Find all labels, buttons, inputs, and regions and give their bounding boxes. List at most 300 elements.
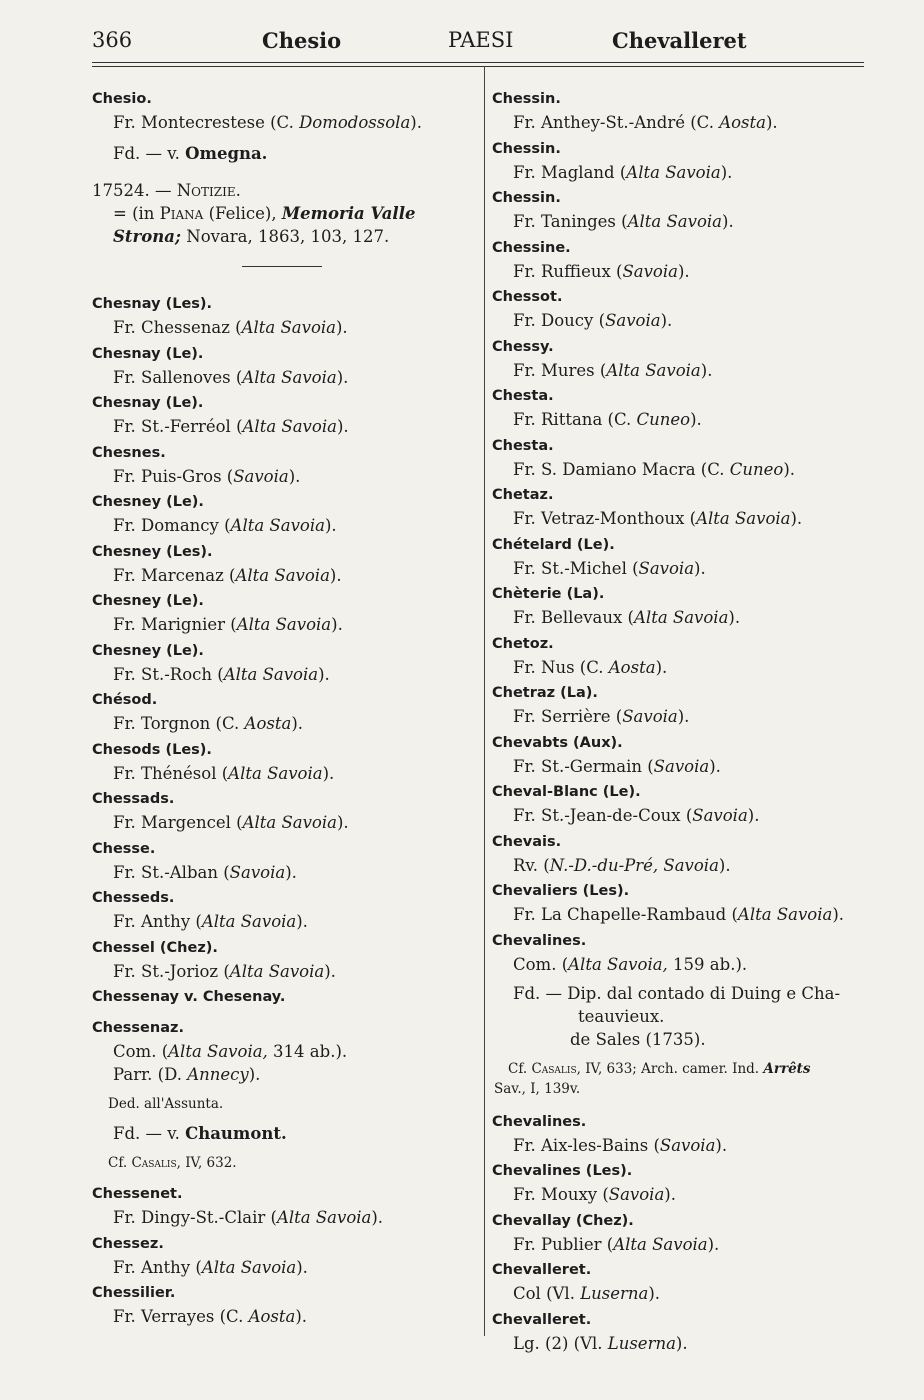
dictionary-entry: [492, 1259, 872, 1305]
entry-line: [492, 854, 872, 877]
entry-text: ).: [410, 113, 422, 132]
entry-head: Chetraz (La).: [492, 685, 598, 701]
entry-head: Chessel (Chez).: [92, 939, 218, 956]
dictionary-entry: [492, 1210, 872, 1256]
header-section-title: PAESI: [448, 28, 514, 52]
entry-text: Fr. Magland (: [513, 162, 627, 182]
entry-text: Fr. Serrière (: [513, 707, 623, 726]
header-left-keyword: Chesio: [262, 28, 342, 53]
entry-head: Chesnes.: [92, 444, 166, 461]
dictionary-entry: [492, 781, 872, 827]
citation-text: Cf.: [108, 1155, 132, 1171]
entry-head: Chetaz.: [492, 487, 554, 503]
dictionary-entry: [492, 880, 872, 926]
note-line: [92, 202, 477, 225]
entry-head: Chessin.: [492, 190, 561, 206]
entry-line: [92, 861, 477, 884]
entry-text: ).: [690, 410, 702, 429]
entry-text: Fr. Thénésol (: [113, 763, 229, 783]
entry-text: ).: [336, 318, 348, 337]
entry-place: Aosta: [248, 1307, 296, 1326]
entry-place: Cuneo: [729, 459, 784, 479]
entry-place: Alta Savoia: [606, 360, 701, 380]
entry-place: Alta Savoia: [613, 1234, 708, 1254]
entry-text: ).: [790, 509, 803, 528]
entry-text: ).: [336, 813, 349, 832]
entry-text: ).: [720, 162, 733, 182]
entry-text: Fr. Puis-Gros (: [113, 466, 234, 486]
dictionary-entry: [92, 590, 477, 636]
entry-line: [492, 1332, 872, 1355]
entry-head: Chesta.: [492, 437, 554, 454]
entry-head: Chessy.: [492, 338, 554, 355]
entry-line: [492, 408, 872, 431]
entry-text: ).: [694, 558, 706, 578]
entry-line: [492, 705, 872, 728]
entry-text: Fr. Bellevaux (: [513, 608, 634, 627]
dictionary-entry: [92, 1233, 477, 1279]
entry-head: Chesta.: [492, 388, 554, 404]
entry-head: Chesney (Les).: [92, 543, 213, 560]
dictionary-entry: [492, 633, 872, 679]
entry-place: Savoia: [608, 1185, 665, 1204]
entry-head: Chesseds.: [92, 890, 175, 906]
entry-text: ).: [336, 367, 349, 387]
note-text: Novara, 1863, 103, 127.: [181, 227, 390, 246]
entry-place: Savoia: [692, 806, 748, 825]
entry-head: Chesnay (Le).: [92, 395, 204, 411]
entry-text: ).: [291, 714, 304, 733]
entry-line: [92, 613, 477, 636]
entry-place: Alta Savoia: [242, 417, 337, 436]
dictionary-entry: [92, 491, 477, 537]
right-column: [492, 88, 872, 1358]
page-number: 366: [92, 28, 133, 52]
page-header: [92, 28, 864, 62]
entry-head: Chessin.: [492, 91, 561, 107]
entry-line: [492, 606, 872, 629]
dictionary-entry: [492, 286, 872, 332]
entry-text: Com. (: [513, 954, 569, 974]
entry-line: teauvieux.: [578, 1006, 665, 1026]
entry-text: Fr. Verrayes (C.: [113, 1307, 249, 1326]
entry-text: ).: [324, 516, 337, 535]
entry-head: Chesney (Le).: [92, 593, 204, 609]
entry-chessenay: [92, 986, 477, 1009]
entry-text: Fr. St.-Jorioz (: [113, 961, 230, 981]
entry-head: Chevalines.: [492, 932, 587, 949]
entry-text: ).: [747, 806, 760, 825]
entry-chevalines: [492, 930, 872, 1099]
entry-head: Chevalleret.: [492, 1311, 592, 1328]
entry-text: ).: [700, 360, 713, 380]
dictionary-entry: [92, 640, 477, 686]
dictionary-entry: [92, 788, 477, 834]
entry-place: Aosta: [719, 113, 766, 132]
entry-text: Fr. Mures (: [513, 360, 607, 380]
dictionary-entry: [492, 682, 872, 728]
dictionary-entry: [92, 887, 477, 933]
entry-line: [92, 1040, 477, 1063]
entry-line: [492, 359, 872, 382]
entry-line: [492, 309, 872, 332]
entry-place: Alta Savoia: [235, 565, 330, 585]
entry-text: Lg. (2) (Vl.: [513, 1333, 608, 1353]
entry-line: [92, 142, 477, 165]
entry-line: [92, 415, 477, 438]
entry-head: Chessenaz.: [92, 1020, 184, 1036]
entry-place: Alta Savoia: [201, 1257, 297, 1277]
entry-place: Alta Savoia: [201, 912, 297, 931]
entry-text: ).: [707, 1234, 720, 1254]
entry-line: [92, 960, 477, 983]
entry-dedication: Ded. all'Assunta.: [108, 1096, 224, 1112]
entry-line: [92, 712, 477, 735]
entry-text: Col (Vl.: [513, 1284, 581, 1303]
entry-line: [492, 804, 872, 827]
entry-text: Fr. Vetraz-Monthoux (: [513, 509, 697, 528]
entry-head: Chessenay v. Chesenay.: [92, 989, 286, 1005]
entry-text: ).: [655, 657, 668, 677]
entry-text: Fr. S. Damiano Macra (C.: [513, 459, 730, 479]
entry-text: Fr. Aix-les-Bains (: [513, 1135, 660, 1155]
entry-line: [492, 755, 872, 778]
citation-work: Arrêts: [763, 1060, 811, 1077]
entry-text: ).: [715, 1135, 728, 1155]
entry-text: Fr. Sallenoves (: [113, 367, 243, 387]
entry-line: [92, 564, 477, 587]
entry-text: Com. (: [113, 1042, 169, 1061]
entry-place: Alta Savoia: [230, 516, 325, 535]
entry-text: ).: [675, 1333, 688, 1353]
dictionary-entry: [92, 1282, 477, 1328]
entry-text: ).: [766, 113, 778, 132]
entry-text: ).: [677, 261, 690, 281]
entry-head: Chevalleret.: [492, 1262, 592, 1278]
entry-text: Fr. St.-Germain (: [513, 756, 654, 776]
entry-place: Savoia: [229, 862, 286, 882]
left-column: [92, 88, 477, 1332]
dictionary-entry: [492, 1111, 872, 1157]
entry-text: Fr. Ruffieux (: [513, 261, 623, 281]
entry-line: de Sales (1735).: [570, 1029, 706, 1049]
entry-place: Savoia: [622, 707, 678, 726]
citation-text: , IV, 633; Arch. camer. Ind.: [576, 1060, 764, 1077]
note-title: [92, 179, 477, 202]
note-text: = (in: [113, 204, 160, 223]
entry-text: Fr. Anthey-St.-André (C.: [513, 113, 720, 132]
entry-head: Chèterie (La).: [492, 586, 605, 602]
entry-place: Alta Savoia: [228, 763, 323, 783]
entry-line: Fd. — Dip. dal contado di Duing e Cha-: [513, 983, 841, 1003]
note-number: 17524. —: [92, 181, 177, 200]
entry-text: Fd. — v.: [113, 144, 186, 163]
dictionary-entry: [492, 583, 872, 629]
entry-text: ).: [660, 311, 673, 330]
entry-text: ).: [285, 862, 297, 882]
note-label: Notizie.: [176, 181, 241, 200]
entry-place: Luserna: [607, 1333, 676, 1353]
dictionary-entry: [92, 1183, 477, 1229]
citation-author: Casalis: [531, 1060, 577, 1077]
entry-text: Fd. — v.: [113, 1124, 186, 1143]
entry-line: [492, 1183, 872, 1206]
entry-line: [492, 953, 872, 976]
entry-text: ).: [329, 565, 342, 585]
entry-ref: Omegna.: [185, 144, 268, 163]
entry-text: Parr. (D.: [113, 1065, 188, 1084]
entry-text: Fr. Dingy-St.-Clair (: [113, 1208, 277, 1227]
entry-line: [92, 762, 477, 785]
entry-text: 159 ab.).: [667, 954, 748, 974]
entry-text: Fr. Taninges (: [513, 212, 628, 231]
entry-text: Fr. St.-Ferréol (: [113, 417, 243, 436]
entry-text: Fr. Domancy (: [113, 516, 231, 535]
entry-line: [492, 507, 872, 530]
entry-line: [492, 656, 872, 679]
entry-head: Chételard (Le).: [492, 536, 615, 553]
entry-text: ).: [709, 756, 721, 776]
entry-head: Chessez.: [92, 1235, 164, 1252]
note-text: (Felice),: [203, 204, 282, 223]
entry-text: Fr. Mouxy (: [513, 1185, 609, 1204]
entry-head: Chetoz.: [492, 635, 554, 652]
entry-line: [92, 1206, 477, 1229]
entry-head: Chevabts (Aux).: [492, 734, 623, 751]
entry-line: [492, 161, 872, 184]
entry-text: Fr. St.-Alban (: [113, 862, 230, 882]
entry-head: Chessot.: [492, 289, 563, 305]
right-entries-2: [492, 1111, 872, 1355]
entry-place: Savoia: [622, 261, 678, 281]
entry-text: ).: [248, 1065, 261, 1084]
citation-text: , IV, 632.: [176, 1155, 237, 1171]
column-divider: [484, 66, 485, 1336]
entry-text: ).: [664, 1185, 676, 1204]
entry-line: [492, 903, 872, 926]
entry-head: Chevaliers (Les).: [492, 883, 630, 899]
entry-ref: Chaumont.: [185, 1124, 287, 1143]
dictionary-entry: [92, 739, 477, 785]
entry-head: Chevalines (Les).: [492, 1163, 633, 1179]
entry-text: Fr. Anthy (: [113, 912, 202, 931]
citation-text: Cf.: [508, 1060, 532, 1077]
entry-place: Alta Savoia: [223, 664, 319, 684]
entry-place: Domodossola: [299, 113, 411, 132]
right-entries: [492, 88, 872, 926]
dictionary-entry: [492, 138, 872, 184]
entry-chessenaz: [92, 1017, 477, 1173]
dictionary-entry: [92, 293, 477, 339]
entry-place: Alta Savoia: [242, 813, 337, 832]
entry-place: Alta Savoia: [276, 1208, 372, 1227]
entry-place: Aosta: [244, 714, 292, 733]
dictionary-entry: [492, 385, 872, 431]
entry-head: Chesods (Les).: [92, 741, 212, 758]
entry-text: Fr. St.-Michel (: [513, 558, 639, 578]
entry-line: [92, 514, 477, 537]
entry-line: [492, 1134, 872, 1157]
entry-text: Fr. Anthy (: [113, 1257, 202, 1277]
entry-text: Fr. Rittana (C.: [513, 410, 637, 429]
entry-place: Alta Savoia: [696, 509, 791, 528]
entry-head: Chessenet.: [92, 1186, 183, 1202]
dictionary-entry: [492, 1160, 872, 1206]
entry-head: Chesio.: [92, 91, 152, 107]
entry-place: Alta Savoia,: [168, 1042, 268, 1061]
entry-line: [92, 316, 477, 339]
dictionary-entry: [92, 343, 477, 389]
header-right-keyword: Chevalleret: [612, 28, 747, 53]
entry-head: Chesnay (Le).: [92, 345, 204, 362]
entry-head: Chesney (Le).: [92, 642, 204, 659]
entry-text: Fr. Doucy (: [513, 311, 606, 330]
note-line: [92, 225, 477, 248]
entry-text: Fr. Marcenaz (: [113, 565, 236, 585]
entry-line: [492, 1233, 872, 1256]
entry-text: ).: [324, 961, 336, 981]
entry-citation: [92, 1153, 477, 1173]
entry-text: ).: [296, 1257, 308, 1277]
entry-place: Alta Savoia: [634, 608, 729, 627]
dictionary-entry: [492, 336, 872, 382]
entry-line: [92, 1256, 477, 1279]
entry-place: Cuneo: [636, 410, 691, 429]
entry-line: [92, 663, 477, 686]
entry-place: Savoia: [233, 466, 289, 486]
entry-text: Fr. St.-Roch (: [113, 664, 224, 684]
section-separator: [242, 266, 322, 267]
entry-place: Alta Savoia: [626, 162, 721, 182]
dictionary-entry: [92, 937, 477, 983]
entry-line: [92, 910, 477, 933]
entry-text: ).: [371, 1208, 384, 1227]
entry-citation: [492, 1059, 872, 1079]
entry-head: Cheval-Blanc (Le).: [492, 784, 641, 800]
dictionary-entry: [492, 187, 872, 233]
entry-place: Alta Savoia: [627, 212, 723, 231]
entry-text: Fr. Nus (C.: [513, 657, 609, 677]
entry-head: Chevalines.: [492, 1113, 587, 1130]
entry-text: ).: [728, 608, 741, 627]
entry-head: Chessin.: [492, 140, 561, 157]
entry-head: Chésod.: [92, 692, 158, 708]
entry-text: ).: [322, 763, 335, 783]
dictionary-entry: [492, 435, 872, 481]
entry-head: Chevallay (Chez).: [492, 1212, 634, 1229]
entry-text: ).: [296, 912, 308, 931]
dictionary-entry: [492, 484, 872, 530]
entry-line: [492, 557, 872, 580]
entry-text: ).: [832, 905, 845, 924]
entry-place: Annecy: [187, 1065, 249, 1084]
entry-line: [492, 458, 872, 481]
entry-line: [492, 210, 872, 233]
dictionary-entry: [92, 838, 477, 884]
entry-line: [92, 111, 477, 134]
entry-text: Rv. (: [513, 855, 550, 875]
entry-text: ).: [288, 466, 301, 486]
left-entries: [92, 293, 477, 983]
entry-text: Fr. La Chapelle-Rambaud (: [513, 905, 738, 924]
entry-head: Chessads.: [92, 791, 175, 807]
entry-chesio: [92, 88, 477, 165]
entry-text: Fr. Montecrestese (C.: [113, 113, 300, 132]
entry-place: Alta Savoia: [737, 905, 833, 924]
entry-place: N.-D.-du-Pré, Savoia: [549, 855, 719, 875]
entry-text: Fr. St.-Jean-de-Coux (: [513, 806, 693, 825]
entry-place: Savoia: [638, 558, 695, 578]
dictionary-entry: [492, 237, 872, 283]
entry-text: Fr. Torgnon (C.: [113, 714, 245, 733]
note-work: Strona;: [113, 227, 182, 246]
entry-text: Fr. Marignier (: [113, 615, 237, 634]
entry-text: 314 ab.).: [267, 1042, 348, 1061]
entry-text: ).: [783, 459, 796, 479]
citation-author: Casalis: [131, 1155, 177, 1171]
entry-place: Alta Savoia: [242, 367, 337, 387]
entry-text: ).: [722, 212, 734, 231]
entry-line: [92, 465, 477, 488]
dictionary-entry: [92, 541, 477, 587]
entry-place: Savoia: [605, 311, 661, 330]
entry-place: Alta Savoia: [241, 318, 336, 337]
entry-line: [492, 111, 872, 134]
entry-head: Chessine.: [492, 239, 571, 256]
entry-text: ).: [718, 855, 731, 875]
dictionary-entry: [492, 1309, 872, 1355]
entry-head: Chevais.: [492, 833, 562, 850]
entry-place: Alta Savoia: [236, 615, 332, 634]
entry-head: Chesse.: [92, 840, 156, 857]
entry-place: Alta Savoia: [229, 961, 325, 981]
dictionary-entry: [492, 88, 872, 134]
entry-text: ).: [336, 417, 349, 436]
header-rule: [92, 62, 864, 67]
entry-text: ).: [295, 1307, 308, 1326]
note-work: Memoria Valle: [281, 204, 416, 223]
note-author: Piana: [159, 204, 204, 223]
entry-text: ).: [318, 664, 330, 684]
entry-line: [92, 811, 477, 834]
entry-place: Luserna: [580, 1284, 649, 1303]
entry-place: Savoia: [659, 1135, 716, 1155]
entry-place: Aosta: [608, 657, 656, 677]
entry-line: [92, 1305, 477, 1328]
dictionary-entry: [492, 831, 872, 877]
entry-text: Fr. Chessenaz (: [113, 318, 242, 337]
entry-line: [492, 260, 872, 283]
entry-note: [92, 179, 477, 248]
dictionary-entry: [492, 534, 872, 580]
entry-citation: Sav., I, 139v.: [494, 1080, 581, 1097]
entry-head: Chesnay (Les).: [92, 296, 213, 312]
entry-place: Alta Savoia,: [568, 954, 668, 974]
dictionary-entry: [92, 442, 477, 488]
dictionary-entry: [92, 392, 477, 438]
dictionary-entry: [492, 732, 872, 778]
entry-text: ).: [677, 707, 690, 726]
entry-head: Chesney (Le).: [92, 494, 204, 510]
entry-text: Fr. Margencel (: [113, 813, 243, 832]
entry-line: [492, 1282, 872, 1305]
entry-head: Chessilier.: [92, 1285, 176, 1301]
entry-text: ).: [331, 615, 343, 634]
entry-text: ).: [648, 1284, 661, 1303]
entry-line: [92, 1122, 477, 1145]
entry-line: [92, 1063, 477, 1086]
left-entries-2: [92, 1183, 477, 1328]
